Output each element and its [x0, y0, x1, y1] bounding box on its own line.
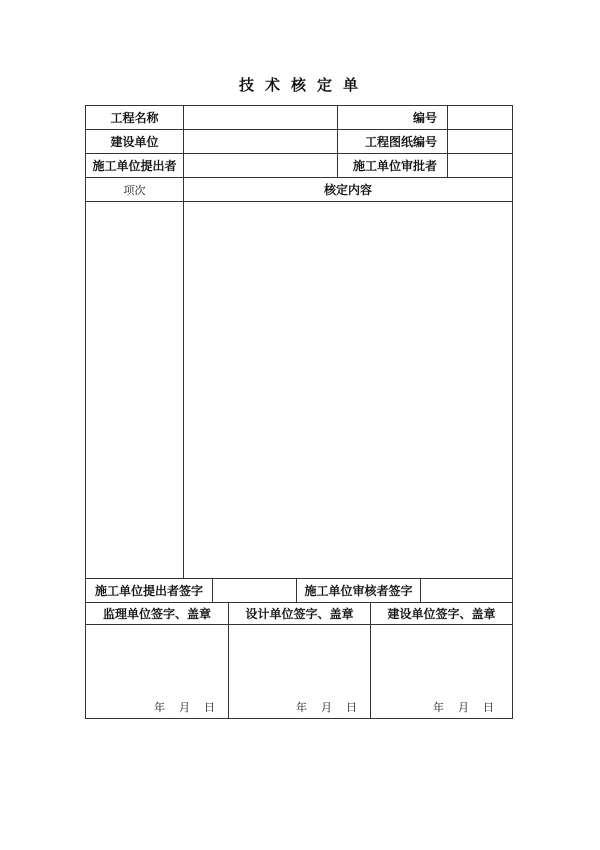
item-column-header: 项次: [123, 183, 146, 197]
date-day: 日: [346, 701, 357, 714]
content-area[interactable]: [184, 202, 512, 578]
design-sign-label: 设计单位签字、盖章: [245, 607, 354, 621]
item-column-area[interactable]: [86, 202, 183, 578]
reviewer-sign-field[interactable]: [421, 579, 512, 602]
content-column-header: 核定内容: [323, 183, 372, 197]
date-day: 日: [204, 701, 215, 714]
form-title: 技术核定单: [238, 76, 369, 94]
owner-unit-field[interactable]: [184, 130, 337, 153]
proposer-sign-field[interactable]: [213, 579, 296, 602]
date-month: 月: [179, 701, 190, 714]
owner-unit-label: 建设单位: [110, 135, 159, 149]
date-day: 日: [483, 701, 494, 714]
proposer-sign-label: 施工单位提出者签字: [94, 584, 203, 598]
owner-date: [433, 699, 494, 715]
design-date: [296, 699, 357, 715]
project-name-label: 工程名称: [110, 111, 159, 125]
number-label: 编号: [412, 111, 437, 125]
supervision-sign-label: 监理单位签字、盖章: [102, 607, 211, 621]
approver-field[interactable]: [448, 154, 512, 177]
date-month: 月: [458, 701, 469, 714]
supervision-date: [154, 699, 215, 715]
proposer-label: 施工单位提出者: [92, 159, 177, 173]
owner-sign-label: 建设单位签字、盖章: [387, 607, 496, 621]
drawing-number-label: 工程图纸编号: [364, 135, 437, 149]
date-year: 年: [296, 701, 307, 714]
proposer-field[interactable]: [184, 154, 337, 177]
approver-label: 施工单位审批者: [352, 159, 437, 173]
date-year: 年: [154, 701, 165, 714]
number-field[interactable]: [448, 106, 512, 129]
date-year: 年: [433, 701, 444, 714]
reviewer-sign-label: 施工单位审核者签字: [304, 584, 413, 598]
drawing-number-field[interactable]: [448, 130, 512, 153]
project-name-field[interactable]: [184, 106, 337, 129]
date-month: 月: [321, 701, 332, 714]
